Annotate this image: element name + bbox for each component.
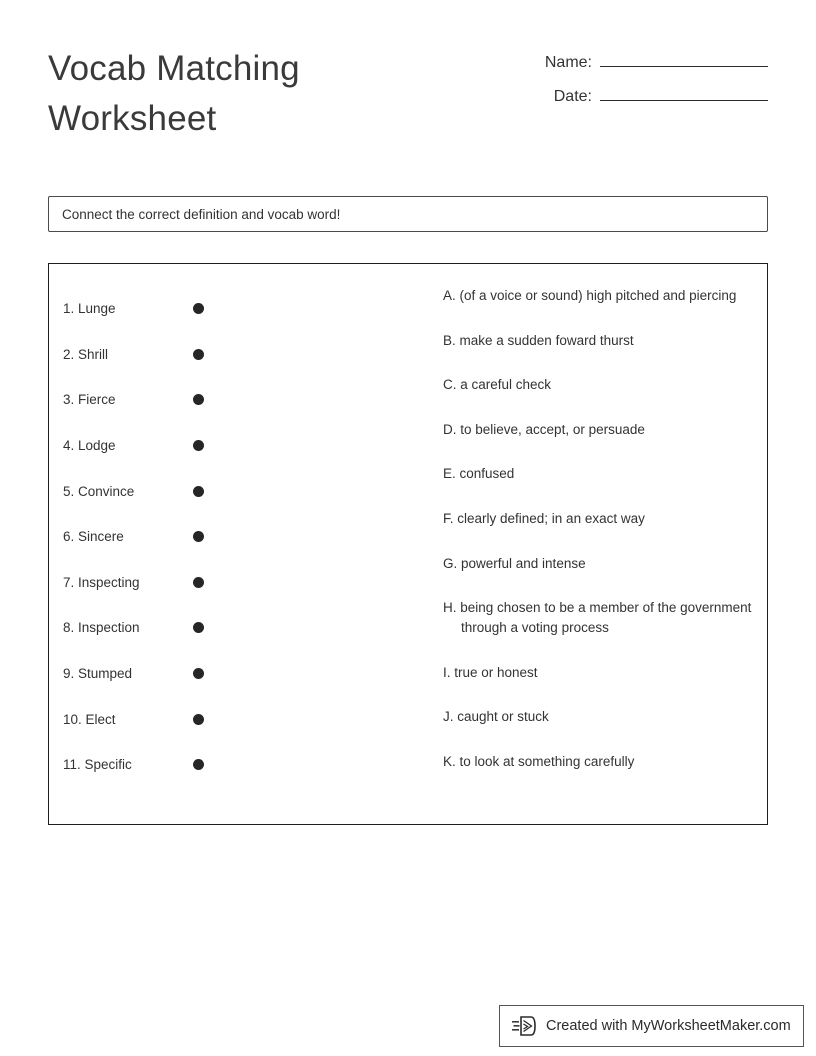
definition-text-wrap <box>443 598 752 638</box>
definition-row[interactable] <box>407 375 752 395</box>
connector-dot-icon[interactable] <box>193 486 204 497</box>
vocab-word-label: 9. Stumped <box>63 666 133 682</box>
definition-text: F. clearly defined; in an exact way <box>443 510 645 526</box>
name-row <box>528 52 768 86</box>
definition-connector[interactable] <box>407 598 443 602</box>
date-input-line[interactable] <box>600 86 768 101</box>
definition-connector[interactable] <box>407 752 443 756</box>
definition-row[interactable] <box>407 331 752 351</box>
definition-connector[interactable] <box>407 554 443 558</box>
page-title: Vocab Matching Worksheet <box>48 49 300 138</box>
definition-row[interactable] <box>407 598 752 638</box>
definition-text: A. (of a voice or sound) high pitched and piercing <box>443 288 737 303</box>
vocab-word-row[interactable] <box>63 514 263 560</box>
definition-text-wrap <box>443 707 549 727</box>
definition-row[interactable] <box>407 286 752 306</box>
definition-text-wrap <box>443 464 516 484</box>
vocab-word-connector[interactable] <box>182 486 263 497</box>
definition-connector[interactable] <box>407 509 443 513</box>
vocab-word-connector[interactable] <box>182 394 263 405</box>
definition-text-wrap <box>443 420 645 440</box>
definition-text-wrap <box>443 663 538 683</box>
name-label: Name: <box>544 54 592 71</box>
definition-connector[interactable] <box>407 464 443 468</box>
vocab-word-row[interactable] <box>63 605 263 651</box>
name-date-block <box>528 52 768 120</box>
vocab-word-connector[interactable] <box>182 440 263 451</box>
vocab-word-connector[interactable] <box>182 303 263 314</box>
vocab-word-row[interactable] <box>63 651 263 697</box>
date-label: Date: <box>553 88 592 105</box>
vocab-word-connector[interactable] <box>182 577 263 588</box>
definition-row[interactable] <box>407 707 752 727</box>
speed-logo-icon <box>512 1014 538 1038</box>
definition-connector[interactable] <box>407 375 443 379</box>
vocab-word-label: 5. Convince <box>63 483 135 499</box>
definition-connector[interactable] <box>407 420 443 424</box>
vocab-word-connector[interactable] <box>182 668 263 679</box>
definition-text: C. a careful check <box>443 377 552 393</box>
definition-row[interactable] <box>407 509 752 529</box>
definition-text-wrap <box>443 509 645 529</box>
vocab-word-label: 3. Fierce <box>63 392 116 408</box>
definition-row[interactable] <box>407 752 752 772</box>
vocab-word-column <box>63 286 263 788</box>
connector-dot-icon[interactable] <box>193 303 204 314</box>
vocab-word-connector[interactable] <box>182 531 263 542</box>
vocab-word-label: 2. Shrill <box>63 346 109 362</box>
definition-text-wrap <box>443 375 551 395</box>
definition-connector[interactable] <box>407 707 443 711</box>
definition-row[interactable] <box>407 420 752 440</box>
vocab-word-row[interactable] <box>63 377 263 423</box>
vocab-word-row[interactable] <box>63 560 263 606</box>
definition-text: E. confused <box>443 466 515 482</box>
definition-text: J. caught or stuck <box>443 709 549 725</box>
vocab-word-label: 6. Sincere <box>63 529 124 545</box>
vocab-word-row[interactable] <box>63 742 263 788</box>
definition-text: B. make a sudden foward thurst <box>443 332 634 348</box>
name-input-line[interactable] <box>600 52 768 67</box>
definition-text-wrap <box>443 286 736 306</box>
definition-text: I. true or honest <box>443 664 538 680</box>
connector-dot-icon[interactable] <box>193 759 204 770</box>
vocab-word-row[interactable] <box>63 696 263 742</box>
vocab-word-connector[interactable] <box>182 622 263 633</box>
footer-attribution-badge[interactable] <box>499 1005 804 1047</box>
vocab-word-label: 1. Lunge <box>63 301 116 317</box>
connector-dot-icon[interactable] <box>193 531 204 542</box>
vocab-word-label: 7. Inspecting <box>63 574 140 590</box>
connector-dot-icon[interactable] <box>193 714 204 725</box>
definition-row[interactable] <box>407 554 752 574</box>
footer-badge-text: Created with MyWorksheetMaker.com <box>546 1018 791 1034</box>
definition-text-wrap <box>443 331 634 351</box>
vocab-word-row[interactable] <box>63 468 263 514</box>
definition-connector[interactable] <box>407 663 443 667</box>
instruction-text: Connect the correct definition and vocab word! <box>62 206 341 222</box>
matching-panel <box>48 263 768 825</box>
definition-column <box>407 286 752 797</box>
definition-text-wrap <box>443 752 634 772</box>
vocab-word-connector[interactable] <box>182 714 263 725</box>
definition-text: G. powerful and intense <box>443 555 586 571</box>
definition-text-wrap <box>443 554 586 574</box>
instruction-box <box>48 196 768 232</box>
definition-text: H. being chosen to be a member of the government through a voting process <box>443 600 752 636</box>
vocab-word-connector[interactable] <box>182 349 263 360</box>
vocab-word-label: 8. Inspection <box>63 620 140 636</box>
vocab-word-connector[interactable] <box>182 759 263 770</box>
vocab-word-label: 4. Lodge <box>63 438 116 454</box>
vocab-word-row[interactable] <box>63 286 263 332</box>
vocab-word-row[interactable] <box>63 423 263 469</box>
connector-dot-icon[interactable] <box>193 349 204 360</box>
connector-dot-icon[interactable] <box>193 622 204 633</box>
vocab-word-row[interactable] <box>63 332 263 378</box>
connector-dot-icon[interactable] <box>193 440 204 451</box>
definition-row[interactable] <box>407 663 752 683</box>
definition-text: D. to believe, accept, or persuade <box>443 421 645 437</box>
definition-connector[interactable] <box>407 331 443 335</box>
definition-row[interactable] <box>407 464 752 484</box>
definition-text: K. to look at something carefully <box>443 753 635 769</box>
definition-connector[interactable] <box>407 286 443 290</box>
connector-dot-icon[interactable] <box>193 577 204 588</box>
connector-dot-icon[interactable] <box>193 668 204 679</box>
date-row <box>528 86 768 120</box>
connector-dot-icon[interactable] <box>193 394 204 405</box>
worksheet-header <box>48 44 768 154</box>
vocab-word-label: 10. Elect <box>63 711 116 727</box>
vocab-word-label: 11. Specific <box>63 757 132 773</box>
